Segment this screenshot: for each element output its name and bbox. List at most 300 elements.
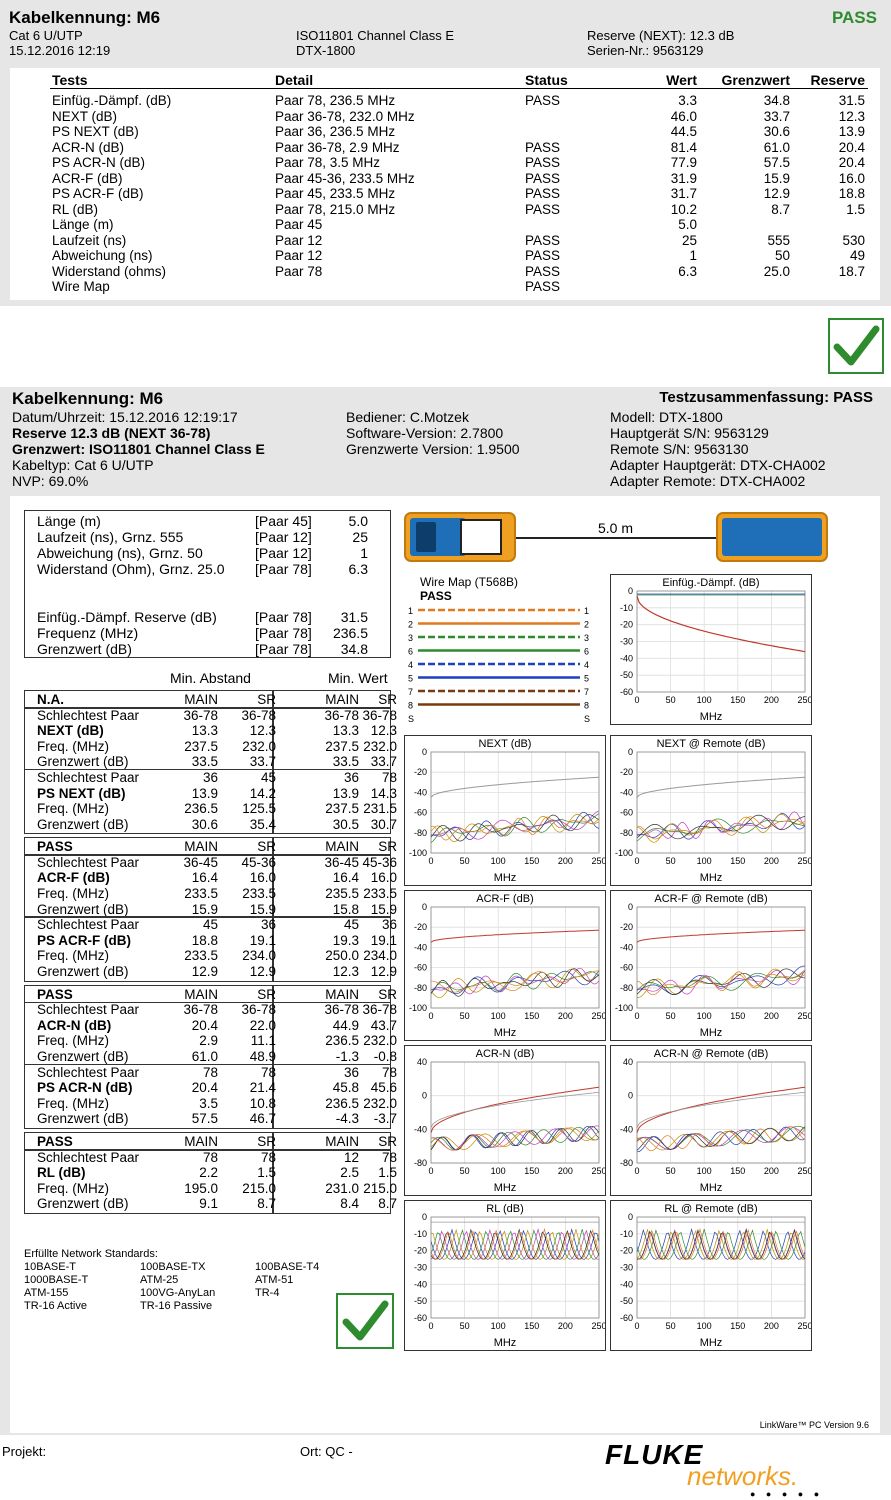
col-wert: Wert [666, 72, 697, 88]
row-value: 21.4 [249, 1080, 276, 1096]
row-label: ACR-N (dB) [37, 1017, 112, 1033]
result-cell: PASS [525, 279, 561, 294]
graph-plot [611, 891, 812, 1041]
row-value: 12.9 [249, 964, 276, 980]
x-tick: 100 [490, 1321, 506, 1331]
fluke-logo: FLUKE [605, 1439, 704, 1470]
row-value: 233.5 [184, 886, 218, 902]
info-line: Adapter Remote: DTX-CHA002 [610, 473, 806, 489]
graph-title: NEXT (dB) [478, 738, 532, 750]
graph-xlabel: MHz [493, 1337, 517, 1349]
summary-label: Laufzeit (ns), Grnz. 555 [37, 529, 184, 545]
row-value: 78 [202, 1149, 218, 1165]
page1-device: DTX-1800 [296, 43, 356, 58]
y-tick: -40 [413, 787, 427, 798]
row-value: -4.3 [335, 1111, 359, 1127]
graph-plot [611, 736, 812, 886]
graph-plot [611, 575, 812, 725]
graph-xlabel: MHz [493, 1182, 517, 1194]
row-value: 78 [260, 1149, 276, 1165]
result-cell: 61.0 [763, 139, 790, 155]
graph-panel [404, 890, 606, 1041]
result-cell: Paar 45 [275, 217, 323, 232]
row-label: Schlechtest Paar [37, 854, 140, 870]
y-tick: -100 [408, 1003, 427, 1013]
info-line: Remote S/N: 9563130 [610, 441, 749, 457]
result-cell: Paar 78, 3.5 MHz [275, 155, 381, 170]
row-label: Grenzwert (dB) [37, 816, 129, 832]
row-value: 236.5 [184, 801, 218, 817]
col-status: Status [525, 72, 568, 88]
y-tick: -60 [619, 1313, 633, 1323]
y-tick: -80 [619, 982, 633, 993]
y-tick: -30 [413, 1262, 427, 1273]
y-tick: 0 [627, 902, 633, 912]
summary-label: Widerstand (Ohm), Grnz. 25.0 [37, 561, 225, 577]
x-tick: 50 [665, 1166, 676, 1176]
row-value: 33.7 [249, 754, 276, 770]
result-cell: PASS [525, 263, 561, 279]
x-tick: 50 [665, 695, 676, 705]
result-cell: 12.3 [838, 108, 865, 124]
column-head: SR [257, 692, 276, 707]
row-value: 12.3 [370, 723, 397, 739]
wiremap-title: Wire Map (T568B) [420, 575, 519, 589]
standard-item: TR-4 [255, 1287, 280, 1299]
page1-serial: Serien-Nr.: 9563129 [587, 43, 704, 58]
row-value: 16.0 [370, 870, 397, 886]
row-value: 234.0 [363, 948, 397, 964]
row-value: 15.9 [249, 901, 276, 917]
result-cell: 81.4 [670, 139, 697, 155]
graph-panel [610, 1200, 812, 1351]
graph-trace [431, 1128, 599, 1150]
row-value: 215.0 [363, 1180, 397, 1196]
graph-xlabel: MHz [699, 1027, 723, 1039]
result-cell: Paar 45, 233.5 MHz [275, 186, 396, 201]
row-value: 61.0 [191, 1049, 218, 1065]
graph-trace [431, 1092, 599, 1127]
block-status: PASS [37, 1134, 73, 1150]
y-tick: 0 [421, 902, 427, 912]
y-tick: -50 [619, 1296, 633, 1307]
row-value: 36 [343, 769, 359, 785]
row-label: Grenzwert (dB) [37, 754, 129, 770]
pin-label: 6 [584, 646, 590, 657]
x-tick: 0 [428, 1166, 434, 1176]
result-cell: 46.0 [670, 108, 697, 124]
result-cell: 20.4 [838, 155, 865, 170]
x-tick: 250 [591, 1166, 607, 1176]
result-cell: Paar 36, 236.5 MHz [275, 124, 396, 139]
row-label: Freq. (MHz) [37, 1095, 109, 1111]
y-tick: -100 [614, 848, 633, 858]
y-tick: 0 [627, 586, 633, 596]
graph-trace [637, 970, 805, 995]
summary-value: 5.0 [348, 513, 368, 529]
row-label: Grenzwert (dB) [37, 901, 129, 917]
x-tick: 100 [696, 695, 712, 705]
row-value: 233.5 [363, 886, 397, 902]
y-tick: -10 [619, 1228, 633, 1239]
y-tick: -60 [619, 807, 633, 818]
page1-standard: ISO11801 Channel Class E [296, 28, 455, 43]
pin-label: S [408, 714, 415, 724]
x-tick: 200 [557, 856, 573, 866]
graph-title: ACR-F @ Remote (dB) [654, 893, 768, 905]
page1-title: Kabelkennung: M6 [9, 8, 161, 27]
row-value: 78 [202, 1064, 218, 1080]
graph-trace [637, 596, 805, 652]
y-tick: -60 [413, 807, 427, 818]
graph-title: Einfüg.-Dämpf. (dB) [662, 577, 760, 589]
row-value: -1.3 [335, 1049, 359, 1065]
row-value: 45-36 [362, 854, 397, 870]
x-tick: 0 [634, 1011, 640, 1021]
row-value: 8.4 [340, 1196, 359, 1212]
info-line: Hauptgerät S/N: 9563129 [610, 425, 769, 441]
row-value: 20.4 [191, 1080, 218, 1096]
result-cell: PASS [525, 155, 561, 170]
result-cell: Länge (m) [52, 217, 114, 232]
x-tick: 50 [459, 1011, 470, 1021]
y-tick: 0 [627, 1090, 633, 1101]
row-value: 19.3 [332, 932, 359, 948]
row-value: 36 [260, 917, 276, 933]
info-line: Datum/Uhrzeit: 15.12.2016 12:19:17 [12, 409, 238, 425]
measurement-block [24, 1132, 397, 1214]
row-value: 13.9 [191, 785, 218, 801]
y-tick: -40 [619, 1124, 633, 1135]
info-line: Grenzwerte Version: 1.9500 [346, 441, 520, 457]
row-value: 215.0 [242, 1180, 276, 1196]
summary-value: 31.5 [340, 609, 368, 625]
graph-xlabel: MHz [699, 872, 723, 884]
graph-panel [610, 735, 812, 886]
result-cell: Widerstand (ohms) [52, 263, 167, 279]
result-cell: 15.9 [763, 170, 790, 186]
x-tick: 100 [696, 1321, 712, 1331]
min-abstand-label: Min. Abstand [170, 670, 251, 686]
y-tick: -100 [614, 1003, 633, 1013]
min-wert-label: Min. Wert [328, 670, 388, 686]
row-value: 48.9 [249, 1049, 276, 1065]
row-value: 13.3 [191, 723, 218, 739]
graph-plot [611, 1046, 812, 1196]
footer-projekt: Projekt: [2, 1444, 47, 1459]
y-tick: -40 [619, 787, 633, 798]
x-tick: 200 [763, 1166, 779, 1176]
row-value: 231.5 [363, 801, 397, 817]
result-cell: PASS [525, 170, 561, 186]
row-value: 45.6 [370, 1080, 397, 1096]
row-value: 232.0 [363, 738, 397, 754]
result-cell: 25 [681, 232, 697, 248]
result-cell: ACR-N (dB) [52, 139, 125, 155]
row-value: 13.3 [332, 723, 359, 739]
standard-item: 100BASE-T4 [255, 1261, 320, 1273]
graph-trace [637, 930, 805, 942]
result-cell: 31.7 [670, 186, 697, 201]
page1-reserve: Reserve (NEXT): 12.3 dB [587, 28, 735, 43]
info-line: Bediener: C.Motzek [346, 409, 469, 425]
result-cell: 16.0 [838, 170, 865, 186]
row-value: 237.5 [325, 738, 359, 754]
x-tick: 150 [730, 1321, 746, 1331]
x-tick: 150 [524, 856, 540, 866]
x-tick: 150 [524, 1011, 540, 1021]
pin-label: 4 [584, 660, 590, 670]
row-value: 36 [202, 769, 218, 785]
row-value: 43.7 [370, 1017, 397, 1033]
x-tick: 50 [665, 1321, 676, 1331]
column-head: MAIN [325, 692, 359, 707]
y-tick: -50 [619, 670, 633, 681]
x-tick: 250 [797, 1011, 813, 1021]
column-head: MAIN [325, 986, 359, 1002]
graph-xlabel: MHz [493, 872, 517, 884]
y-tick: -20 [413, 922, 427, 933]
row-value: 1.5 [257, 1165, 276, 1181]
row-value: 36-45 [324, 854, 359, 870]
col-reserve: Reserve [810, 72, 865, 88]
pin-label: 7 [584, 687, 590, 697]
graph-trace [431, 814, 599, 841]
result-cell: PS ACR-N (dB) [52, 155, 146, 170]
y-tick: -80 [413, 982, 427, 993]
x-tick: 100 [490, 1166, 506, 1176]
row-value: 125.5 [242, 801, 276, 817]
graph-trace [637, 969, 805, 997]
row-label: Freq. (MHz) [37, 801, 109, 817]
graph-trace [431, 1087, 599, 1133]
col-tests: Tests [52, 72, 88, 88]
info-line: Reserve 12.3 dB (NEXT 36-78) [12, 425, 211, 441]
result-cell: 25.0 [763, 263, 790, 279]
x-tick: 0 [634, 695, 640, 705]
result-cell: PASS [525, 232, 561, 248]
row-value: 35.4 [249, 816, 276, 832]
row-label: Schlechtest Paar [37, 707, 140, 723]
row-value: 36-78 [324, 1002, 359, 1018]
row-value: 2.5 [340, 1165, 359, 1181]
y-tick: -50 [413, 1296, 427, 1307]
graph-trace [431, 777, 599, 797]
row-value: 12 [343, 1149, 359, 1165]
row-value: 16.4 [191, 870, 218, 886]
page1-cable-type: Cat 6 U/UTP [9, 28, 83, 43]
result-cell: PS ACR-F (dB) [52, 186, 144, 201]
row-label: ACR-F (dB) [37, 870, 110, 886]
result-cell: 77.9 [670, 155, 697, 170]
result-cell: ACR-F (dB) [52, 170, 123, 186]
result-cell: 12.9 [763, 186, 790, 201]
page1-results-table [10, 68, 880, 300]
x-tick: 100 [696, 1166, 712, 1176]
y-tick: -40 [619, 942, 633, 953]
row-value: 33.7 [370, 754, 397, 770]
column-head: MAIN [184, 839, 218, 855]
standard-item: 10BASE-T [24, 1261, 76, 1273]
summary-label: Länge (m) [37, 513, 101, 529]
x-tick: 0 [428, 1321, 434, 1331]
result-cell: Paar 36-78, 232.0 MHz [275, 108, 415, 124]
row-value: 15.9 [191, 901, 218, 917]
row-value: 78 [260, 1064, 276, 1080]
y-tick: 0 [421, 1090, 427, 1101]
result-cell: PASS [525, 139, 561, 155]
pin-label: 3 [408, 633, 414, 643]
pin-label: 8 [584, 700, 590, 711]
y-tick: 0 [421, 1212, 427, 1222]
row-value: 12.9 [370, 964, 397, 980]
result-cell: RL (dB) [52, 201, 99, 217]
row-value: 19.1 [249, 932, 276, 948]
x-tick: 0 [634, 856, 640, 866]
result-cell: 49 [849, 248, 865, 263]
pin-label: 4 [408, 660, 414, 670]
y-tick: -30 [619, 636, 633, 647]
result-cell: 18.8 [838, 186, 865, 201]
x-tick: 250 [797, 856, 813, 866]
graph-trace [637, 814, 805, 842]
software-version: LinkWare™ PC Version 9.6 [759, 1420, 869, 1430]
graph-plot [405, 1201, 606, 1351]
column-head: SR [378, 1134, 397, 1150]
row-label: Grenzwert (dB) [37, 1049, 129, 1065]
x-tick: 150 [730, 1166, 746, 1176]
row-value: 46.7 [249, 1111, 276, 1127]
pin-label: 7 [408, 687, 414, 697]
result-cell: Einfüg.-Dämpf. (dB) [52, 93, 172, 108]
row-label: Grenzwert (dB) [37, 1111, 129, 1127]
y-tick: -40 [413, 942, 427, 953]
row-value: 36-78 [324, 707, 359, 723]
cable-length: 5.0 m [598, 520, 634, 536]
row-value: -3.7 [373, 1111, 397, 1127]
row-value: 33.5 [191, 754, 218, 770]
x-tick: 150 [524, 1166, 540, 1176]
y-tick: -60 [619, 687, 633, 697]
result-cell: 33.7 [763, 108, 790, 124]
row-value: 231.0 [325, 1180, 359, 1196]
row-value: 13.9 [332, 785, 359, 801]
x-tick: 50 [665, 856, 676, 866]
standard-item: TR-16 Passive [140, 1300, 213, 1312]
row-value: 20.4 [191, 1017, 218, 1033]
row-value: 45 [260, 769, 276, 785]
row-label: Grenzwert (dB) [37, 964, 129, 980]
y-tick: -40 [619, 653, 633, 664]
result-cell: Paar 12 [275, 248, 323, 263]
graph-trace [637, 1092, 805, 1127]
x-tick: 50 [459, 1166, 470, 1176]
result-cell: Paar 78, 236.5 MHz [275, 93, 396, 108]
row-value: 3.5 [199, 1095, 218, 1111]
result-cell: Laufzeit (ns) [52, 232, 127, 248]
measurement-block [24, 985, 397, 1129]
row-value: 30.6 [191, 816, 218, 832]
row-value: 237.5 [325, 801, 359, 817]
pin-label: S [584, 714, 591, 724]
graph-trace [637, 1087, 805, 1133]
summary-value: 6.3 [348, 561, 368, 577]
result-cell: 50 [774, 248, 790, 263]
column-head: MAIN [184, 1134, 218, 1150]
result-cell: 31.9 [670, 170, 697, 186]
block-status: PASS [37, 986, 73, 1002]
row-value: 236.5 [325, 1033, 359, 1049]
x-tick: 50 [665, 1011, 676, 1021]
result-cell: 20.4 [838, 139, 865, 155]
graph-title: NEXT @ Remote (dB) [656, 738, 766, 750]
column-head: MAIN [325, 839, 359, 855]
result-cell: 10.2 [670, 201, 697, 217]
pin-label: 1 [584, 606, 590, 616]
x-tick: 150 [524, 1321, 540, 1331]
result-cell: 555 [767, 232, 790, 248]
row-value: 36-78 [241, 707, 276, 723]
graph-xlabel: MHz [699, 711, 723, 723]
row-value: 36 [343, 1064, 359, 1080]
column-head: SR [257, 986, 276, 1002]
graph-plot [405, 1046, 606, 1196]
column-head: SR [378, 986, 397, 1002]
x-tick: 250 [797, 695, 813, 705]
summary-pair: [Paar 12] [255, 545, 312, 561]
x-tick: 100 [696, 1011, 712, 1021]
row-value: 78 [381, 1149, 397, 1165]
row-value: 1.5 [378, 1165, 397, 1181]
y-tick: -80 [413, 827, 427, 838]
row-value: 57.5 [191, 1111, 218, 1127]
pin-label: 2 [584, 619, 590, 630]
measurement-block [24, 690, 397, 834]
info-line: Adapter Hauptgerät: DTX-CHA002 [610, 457, 826, 473]
row-label: Schlechtest Paar [37, 917, 140, 933]
x-tick: 100 [696, 856, 712, 866]
row-value: 15.9 [370, 901, 397, 917]
header-rule [50, 88, 868, 89]
standards-title: Erfüllte Network Standards: [24, 1248, 158, 1260]
row-value: 30.7 [370, 816, 397, 832]
y-tick: -80 [619, 827, 633, 838]
row-value: 8.7 [257, 1196, 276, 1212]
row-value: 237.5 [184, 738, 218, 754]
y-tick: -60 [413, 962, 427, 973]
row-label: PS ACR-N (dB) [37, 1080, 133, 1096]
summary-box [24, 510, 391, 658]
footer-ort: Ort: QC - [300, 1444, 353, 1459]
summary-label: Einfüg.-Dämpf. Reserve (dB) [37, 609, 217, 625]
row-label: Schlechtest Paar [37, 1002, 140, 1018]
summary-value: 25 [352, 529, 368, 545]
logo-dots: ● ● ● ● ● [750, 1489, 824, 1499]
graph-plot [405, 891, 606, 1041]
graph-panel [404, 1045, 606, 1196]
row-label: Freq. (MHz) [37, 1180, 109, 1196]
graph-trace [431, 817, 599, 840]
summary-pair: [Paar 78] [255, 625, 312, 641]
standard-item: TR-16 Active [24, 1300, 87, 1312]
result-cell: 18.7 [838, 263, 865, 279]
row-value: 19.1 [370, 932, 397, 948]
row-label: Schlechtest Paar [37, 1149, 140, 1165]
row-value: 45 [202, 917, 218, 933]
result-cell: 34.8 [763, 93, 790, 108]
row-value: 36-78 [183, 707, 218, 723]
row-value: 236.5 [325, 1095, 359, 1111]
